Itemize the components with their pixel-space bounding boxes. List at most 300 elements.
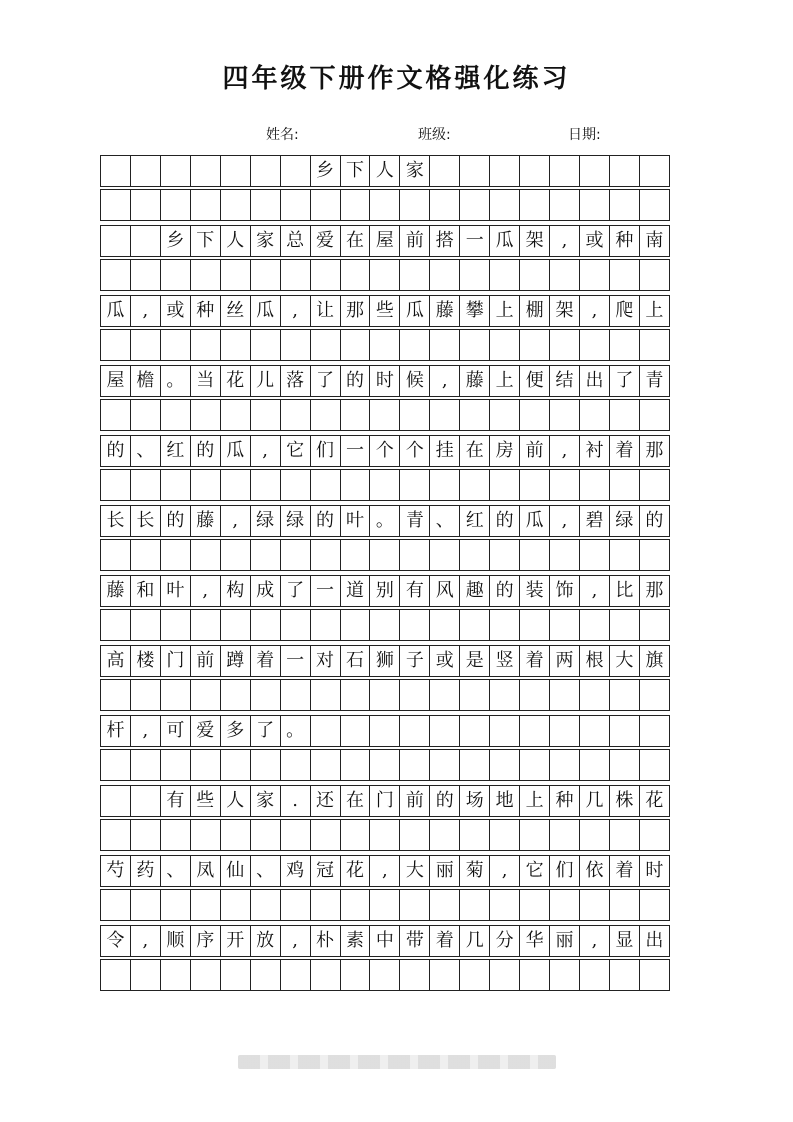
grid-cell [250,609,281,641]
grid-cell: 落 [280,365,311,397]
grid-cell: 对 [310,645,341,677]
grid-cell [280,259,311,291]
grid-cell: 红 [459,505,490,537]
grid-cell: 的 [340,365,371,397]
grid-cell [280,329,311,361]
grid-text-row [100,855,688,887]
grid-cell: 一 [459,225,490,257]
grid-cell: 华 [519,925,550,957]
grid-cell: 冠 [310,855,341,887]
grid-cell [340,399,371,431]
grid-cell: 依 [579,855,610,887]
grid-cell: 下 [190,225,221,257]
grid-cell [310,189,341,221]
grid-cell [639,715,670,747]
grid-cell: 爱 [310,225,341,257]
grid-cell [250,539,281,571]
grid-cell: 的 [429,785,460,817]
grid-cell [429,155,460,187]
grid-cell [609,329,640,361]
grid-cell [639,189,670,221]
grid-cell [489,679,520,711]
grid-cell [280,189,311,221]
grid-cell: 还 [310,785,341,817]
grid-cell: 放 [250,925,281,957]
grid-text-row [100,435,688,467]
grid-cell: 一 [310,575,341,607]
grid-cell [429,609,460,641]
grid-cell [519,609,550,641]
grid-cell [459,259,490,291]
grid-cell [609,469,640,501]
grid-cell [190,679,221,711]
grid-cell: 让 [310,295,341,327]
grid-cell [519,189,550,221]
grid-cell: 叶 [160,575,191,607]
grid-cell: 旗 [639,645,670,677]
grid-cell [549,679,580,711]
grid-cell [399,259,430,291]
grid-cell [429,679,460,711]
grid-cell: 鸡 [280,855,311,887]
grid-cell [579,819,610,851]
grid-cell: 子 [399,645,430,677]
grid-cell: 南 [639,225,670,257]
grid-cell [489,889,520,921]
grid-cell: 药 [130,855,161,887]
grid-cell: 搭 [429,225,460,257]
grid-cell: 开 [220,925,251,957]
grid-cell [399,329,430,361]
grid-cell [579,399,610,431]
grid-cell [250,189,281,221]
grid-cell [459,679,490,711]
grid-cell: , [280,925,311,957]
grid-cell [489,539,520,571]
grid-cell [639,469,670,501]
grid-cell [519,539,550,571]
grid-cell [100,539,131,571]
student-info [0,124,793,144]
grid-cell [459,329,490,361]
grid-cell: 藤 [190,505,221,537]
grid-cell [579,155,610,187]
grid-cell [549,715,580,747]
grid-cell: 的 [160,505,191,537]
grid-text-row [100,645,688,677]
grid-cell [280,609,311,641]
grid-cell: 出 [639,925,670,957]
grid-cell [190,469,221,501]
grid-cell [190,329,221,361]
grid-cell [220,259,251,291]
grid-cell: 根 [579,645,610,677]
grid-cell [130,679,161,711]
grid-cell [519,819,550,851]
grid-cell: 绿 [609,505,640,537]
grid-cell: 石 [340,645,371,677]
grid-cell: , [549,435,580,467]
grid-cell: 人 [369,155,400,187]
grid-cell [399,749,430,781]
grid-cell [609,819,640,851]
grid-cell: , [369,855,400,887]
grid-cell: 前 [399,785,430,817]
grid-cell [130,785,161,817]
grid-cell: 大 [399,855,430,887]
grid-cell [459,189,490,221]
watermark [238,1055,556,1069]
grid-cell [250,819,281,851]
grid-cell [160,399,191,431]
grid-cell: 别 [369,575,400,607]
grid-cell [100,785,131,817]
grid-cell [459,539,490,571]
grid-cell: 前 [399,225,430,257]
grid-cell [280,469,311,501]
grid-cell: 家 [250,225,281,257]
grid-cell [429,189,460,221]
grid-cell [639,399,670,431]
grid-cell: 总 [280,225,311,257]
grid-cell: 朴 [310,925,341,957]
grid-cell [220,819,251,851]
grid-cell: 或 [579,225,610,257]
grid-cell: 或 [429,645,460,677]
grid-cell [519,749,550,781]
grid-cell [220,155,251,187]
grid-cell: 中 [369,925,400,957]
grid-cell: 它 [280,435,311,467]
grid-cell: 上 [639,295,670,327]
grid-cell: 了 [609,365,640,397]
grid-cell [280,959,311,991]
grid-cell [130,189,161,221]
grid-cell [549,539,580,571]
grid-cell: 花 [220,365,251,397]
grid-cell [220,959,251,991]
grid-cell [609,539,640,571]
grid-cell [489,469,520,501]
grid-cell [579,189,610,221]
grid-spacer-row [100,399,688,431]
grid-cell [310,959,341,991]
grid-cell: 青 [639,365,670,397]
grid-cell: 或 [160,295,191,327]
grid-cell [190,259,221,291]
grid-cell: 衬 [579,435,610,467]
grid-cell: 序 [190,925,221,957]
grid-cell [519,329,550,361]
grid-cell [369,679,400,711]
grid-cell: 多 [220,715,251,747]
grid-cell [639,889,670,921]
grid-cell: 风 [429,575,460,607]
grid-cell [220,749,251,781]
grid-cell [340,539,371,571]
grid-cell: 着 [609,855,640,887]
grid-cell [100,469,131,501]
grid-cell [160,609,191,641]
grid-cell [369,399,400,431]
grid-cell [340,679,371,711]
grid-cell: 狮 [369,645,400,677]
grid-cell [190,749,221,781]
grid-cell [429,959,460,991]
grid-text-row [100,295,688,327]
grid-cell: 上 [519,785,550,817]
grid-cell [579,679,610,711]
grid-cell: 家 [399,155,430,187]
grid-spacer-row [100,329,688,361]
grid-cell [310,749,341,781]
grid-cell: 着 [250,645,281,677]
grid-cell: 菊 [459,855,490,887]
grid-spacer-row [100,539,688,571]
grid-cell [250,959,281,991]
grid-cell: , [579,575,610,607]
writing-grid [100,155,688,995]
grid-cell [160,749,191,781]
grid-cell [340,959,371,991]
grid-cell: 道 [340,575,371,607]
grid-cell [250,155,281,187]
grid-cell [549,259,580,291]
grid-cell [100,889,131,921]
grid-cell: 下 [340,155,371,187]
grid-cell: 挂 [429,435,460,467]
grid-cell: , [130,925,161,957]
grid-cell: 瓜 [250,295,281,327]
grid-cell [489,155,520,187]
grid-cell: 瓜 [220,435,251,467]
grid-cell [609,155,640,187]
grid-cell: 。 [160,365,191,397]
grid-cell [579,539,610,571]
grid-cell: 架 [549,295,580,327]
grid-cell: 那 [639,575,670,607]
grid-cell [609,679,640,711]
grid-cell [190,399,221,431]
grid-cell [250,259,281,291]
grid-cell: 、 [130,435,161,467]
grid-cell [310,609,341,641]
grid-cell: 瓜 [489,225,520,257]
grid-cell: 藤 [100,575,131,607]
grid-cell: 上 [489,365,520,397]
grid-cell: , [130,295,161,327]
grid-cell [100,399,131,431]
grid-cell [130,155,161,187]
grid-spacer-row [100,189,688,221]
grid-cell: 瓜 [399,295,430,327]
grid-cell: 种 [549,785,580,817]
grid-cell [280,399,311,431]
grid-cell: 架 [519,225,550,257]
grid-cell [220,539,251,571]
grid-cell [459,959,490,991]
grid-cell: 檐 [130,365,161,397]
grid-cell [639,679,670,711]
grid-cell [639,959,670,991]
grid-cell [340,189,371,221]
grid-cell: 、 [429,505,460,537]
grid-cell [100,749,131,781]
grid-cell: 在 [340,225,371,257]
grid-cell: 构 [220,575,251,607]
grid-cell: , [190,575,221,607]
grid-cell [399,399,430,431]
grid-cell [220,329,251,361]
grid-cell: 、 [160,855,191,887]
grid-cell [280,749,311,781]
grid-cell [429,329,460,361]
class-label: 班级: [418,127,451,143]
grid-cell [310,889,341,921]
grid-cell [130,469,161,501]
grid-cell: 爱 [190,715,221,747]
grid-cell [190,959,221,991]
grid-cell [489,609,520,641]
grid-cell [369,539,400,571]
grid-cell [609,715,640,747]
grid-cell: 它 [519,855,550,887]
grid-cell [280,889,311,921]
grid-cell [190,189,221,221]
grid-text-row [100,155,688,187]
grid-cell [250,399,281,431]
grid-cell [549,329,580,361]
grid-cell [310,329,341,361]
grid-cell: 成 [250,575,281,607]
grid-cell [280,679,311,711]
grid-cell [489,259,520,291]
grid-cell [549,889,580,921]
grid-cell [100,225,131,257]
grid-cell [549,749,580,781]
grid-cell [639,155,670,187]
grid-cell [130,959,161,991]
grid-cell: , [579,925,610,957]
grid-cell [369,469,400,501]
grid-cell: 种 [190,295,221,327]
grid-cell [369,819,400,851]
grid-cell: 爬 [609,295,640,327]
grid-cell: 。 [369,505,400,537]
grid-cell [489,715,520,747]
grid-cell [549,819,580,851]
grid-cell: 了 [310,365,341,397]
grid-cell [519,679,550,711]
grid-cell: 芍 [100,855,131,887]
grid-cell [340,329,371,361]
grid-cell: 。 [280,715,311,747]
grid-cell: 有 [160,785,191,817]
grid-cell [549,399,580,431]
grid-cell: 在 [459,435,490,467]
grid-cell: 长 [100,505,131,537]
grid-cell: 和 [130,575,161,607]
grid-cell [519,889,550,921]
grid-cell: 些 [369,295,400,327]
grid-cell [190,155,221,187]
grid-cell [489,959,520,991]
grid-cell: 着 [429,925,460,957]
grid-cell: 带 [399,925,430,957]
grid-cell: 门 [160,645,191,677]
grid-cell [250,469,281,501]
grid-cell [609,749,640,781]
grid-cell [340,715,371,747]
grid-cell [399,469,430,501]
grid-cell [100,609,131,641]
grid-cell: 个 [399,435,430,467]
grid-cell [429,259,460,291]
grid-cell [310,715,341,747]
grid-cell [340,609,371,641]
grid-cell [190,609,221,641]
grid-cell: 杆 [100,715,131,747]
grid-cell: 藤 [429,295,460,327]
grid-cell [310,819,341,851]
grid-cell: 前 [519,435,550,467]
grid-spacer-row [100,259,688,291]
grid-text-row [100,925,688,957]
grid-cell [220,609,251,641]
name-label: 姓名: [266,127,299,143]
grid-cell [549,469,580,501]
grid-cell: 蹲 [220,645,251,677]
grid-cell [160,329,191,361]
grid-cell: 些 [190,785,221,817]
grid-cell: 株 [609,785,640,817]
grid-cell [130,329,161,361]
grid-cell: 可 [160,715,191,747]
grid-cell [639,539,670,571]
grid-cell: 碧 [579,505,610,537]
grid-cell [429,539,460,571]
grid-cell: 人 [220,785,251,817]
grid-cell: 顺 [160,925,191,957]
grid-cell [130,749,161,781]
grid-spacer-row [100,819,688,851]
grid-cell: 丽 [549,925,580,957]
grid-cell [280,819,311,851]
grid-cell: 是 [459,645,490,677]
grid-cell [160,539,191,571]
grid-cell [519,715,550,747]
grid-cell: 分 [489,925,520,957]
grid-cell [609,889,640,921]
grid-cell [489,329,520,361]
grid-text-row [100,365,688,397]
grid-cell [190,819,221,851]
grid-text-row [100,715,688,747]
grid-cell [459,469,490,501]
grid-cell [310,679,341,711]
grid-cell [280,539,311,571]
grid-cell [399,539,430,571]
grid-cell [459,155,490,187]
grid-cell: 丽 [429,855,460,887]
grid-cell [429,399,460,431]
grid-cell: 乡 [160,225,191,257]
grid-cell: 们 [549,855,580,887]
grid-cell [579,889,610,921]
grid-cell [399,715,430,747]
grid-cell: 几 [579,785,610,817]
grid-cell [310,259,341,291]
